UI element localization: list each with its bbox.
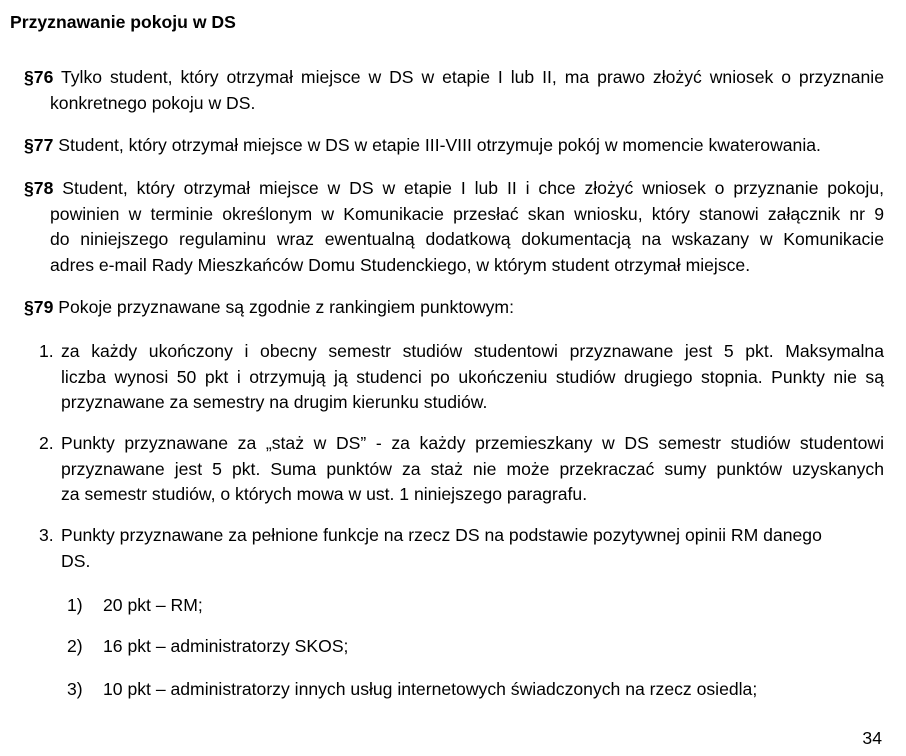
sublist-item-2-number: 2) — [67, 636, 83, 656]
paragraph-78-number: §78 — [24, 178, 54, 198]
paragraph-79-line-1: §79 Pokoje przyznawane są zgodnie z rankingiem punktowym: — [24, 297, 514, 317]
sublist-item-1-text: 20 pkt – RM; — [103, 595, 203, 615]
list-item-1-line-1: za każdy ukończony i obecny semestr studiów studentowi przyznawane jest 5 pkt. Maksymalna — [61, 341, 884, 361]
list-item-3-number: 3. — [39, 525, 54, 545]
sublist-item-3-number: 3) — [67, 679, 83, 699]
list-item-2-line-3: za semestr studiów, o których mowa w ust. 1 niniejszego paragrafu. — [61, 484, 588, 504]
sublist-item-2-text: 16 pkt – administratorzy SKOS; — [103, 636, 349, 656]
paragraph-77-number: §77 — [24, 135, 54, 155]
paragraph-78 — [24, 176, 884, 278]
paragraph-78-line-4: adres e-mail Rady Mieszkańców Domu Studenckiego, w którym student otrzymał miejsce. — [50, 254, 751, 275]
list-item-2-line-1: Punkty przyznawane za „staż w DS” - za każdy przemieszkany w DS semestr studiów studentowi — [61, 433, 884, 453]
section-title: Przyznawanie pokoju w DS — [10, 12, 236, 32]
paragraph-78-line-2: powinien w terminie określonym w Komunikacie przesłać skan wniosku, który stanowi załącznik nr 9 — [50, 203, 884, 224]
paragraph-79 — [24, 295, 884, 321]
paragraph-78-line-3: do niniejszego regulaminu wraz ewentualną dodatkową dokumentacją na wskazany w Komunikacie — [50, 229, 884, 249]
list-item-1-text — [61, 339, 884, 416]
paragraph-79-number: §79 — [24, 297, 54, 317]
paragraph-77 — [24, 133, 884, 159]
paragraph-78-line-1: §78 Student, który otrzymał miejsce w DS w etapie I lub II i chce złożyć wniosek o przyznanie pokoju, — [24, 178, 885, 198]
paragraph-76-line-2: konkretnego pokoju w DS. — [50, 92, 256, 113]
paragraph-76-number: §76 — [24, 67, 54, 87]
list-item-1-number: 1. — [39, 341, 54, 361]
list-item-3-line-1: Punkty przyznawane za pełnione funkcje na rzecz DS na podstawie pozytywnej opinii RM danego — [61, 525, 822, 545]
paragraph-76 — [24, 65, 884, 116]
list-item-3-text — [61, 523, 884, 574]
list-item-1-line-2: liczba wynosi 50 pkt i otrzymują ją studenci po ukończeniu studiów drugiego stopnia. Punkty nie są — [61, 366, 884, 387]
page-number: 34 — [862, 728, 882, 748]
list-item-1-line-3: przyznawane za semestry na drugim kierunku studiów. — [61, 392, 488, 412]
list-item-2-text — [61, 431, 884, 508]
list-item-2-number: 2. — [39, 433, 54, 453]
sublist-item-3-text: 10 pkt – administratorzy innych usług internetowych świadczonych na rzecz osiedla; — [103, 679, 758, 699]
list-item-3-line-2: DS. — [61, 550, 91, 571]
sublist-item-1-number: 1) — [67, 595, 83, 615]
list-item-2-line-2: przyznawane jest 5 pkt. Suma punktów za staż nie może przekraczać sumy punktów uzyskanych — [61, 458, 884, 479]
paragraph-76-line-1: §76 Tylko student, który otrzymał miejsce w DS w etapie I lub II, ma prawo złożyć wniosek o przyznanie — [24, 67, 884, 87]
paragraph-77-line-1: §77 Student, który otrzymał miejsce w DS w etapie III-VIII otrzymuje pokój w momencie kwaterowania. — [24, 135, 821, 155]
